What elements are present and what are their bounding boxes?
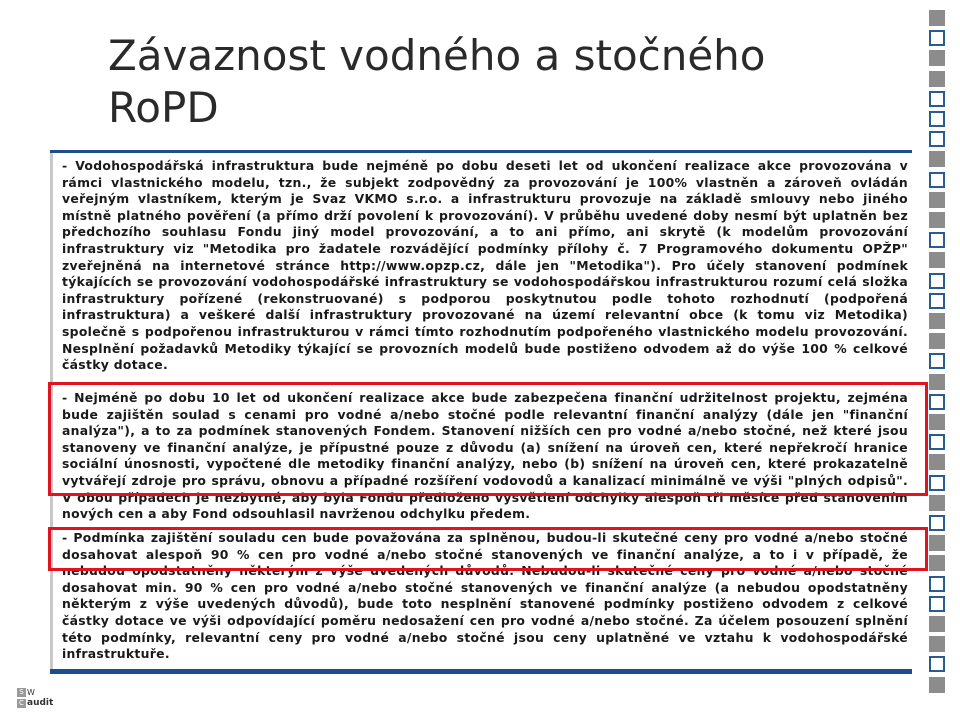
deco-square	[929, 273, 945, 289]
deco-square	[929, 50, 945, 66]
deco-square	[929, 374, 945, 390]
deco-square	[929, 91, 945, 107]
deco-square	[929, 151, 945, 167]
deco-square	[929, 576, 945, 592]
logo-word: audit	[27, 698, 54, 708]
deco-square	[929, 394, 945, 410]
deco-square	[929, 656, 945, 672]
logo-letter-c: C	[17, 699, 26, 708]
document-bottom-rule	[50, 669, 912, 674]
deco-square	[929, 434, 945, 450]
deco-square	[929, 636, 945, 652]
document-paragraph-1: - Vodohospodářská infrastruktura bude nejméně po dobu deseti let od ukončení realizace akce provozována v rámci vlastnického modelu, tzn., že subjekt zodpovědný za provozování je 100% vlastněn a zároveň ovládán veřejným vlastníkem, kterým je Svaz VKMO s.r.o. a infrastrukturu provozuje na základě smlouvy nebo jiného místně platného pověření (a přímo drží povolení k provozování). V průběhu uvedené doby nesmí být uplatněn bez předchozího souhlasu Fondu jiný model provozování, a to ani přímo, ani skrytě (k modelům provozování infrastruktury viz "Metodika pro žadatele rozvádějící podmínky přílohy č. 7 Programového dokumentu OPŽP" zveřejněná na internetové stránce http://www.opzp.cz, dále jen "Metodika"). Pro účely stanovení podmínek týkajících se provozování vodohospodářské infrastruktury se vodohospodářskou infrastrukturou rozumí celá složka infrastruktury pořízené (rekonstruované) s podporou poskytnutou podle tohoto rozhodnutí (podpořená infrastruktura) a veškeré další infrastruktury provozované na území relevantní obce (k tomu viz Metodika) společně s podpořenou infrastrukturou v rámci tímto rozhodnutím podpořeného vlastnického modelu provozování. Nesplnění požadavků Metodiky týkající se provozních modelů bude postiženo odvodem až do výše 100 % celkové částky dotace.	[62, 158, 908, 373]
deco-square	[929, 232, 945, 248]
deco-square	[929, 313, 945, 329]
deco-square	[929, 212, 945, 228]
deco-square	[929, 495, 945, 511]
deco-square	[929, 353, 945, 369]
deco-square	[929, 596, 945, 612]
deco-square	[929, 333, 945, 349]
deco-square	[929, 131, 945, 147]
deco-square	[929, 677, 945, 693]
deco-square	[929, 111, 945, 127]
deco-square	[929, 71, 945, 87]
deco-square	[929, 515, 945, 531]
deco-square	[929, 535, 945, 551]
swc-audit-logo	[15, 688, 85, 712]
deco-square	[929, 555, 945, 571]
deco-square	[929, 454, 945, 470]
deco-square	[929, 293, 945, 309]
deco-square	[929, 192, 945, 208]
deco-square	[929, 616, 945, 632]
document-paragraph-3: - Podmínka zajištění souladu cen bude považována za splněnou, budou-li skutečné ceny pro vodné a/nebo stočné dosahovat alespoň 90 % cen pro vodné a/nebo stočné stanovených ve finanční analýze, a to i v případě, že nebudou opodstatněny některým z výše uvedených důvodů. Nebudou-li skutečné ceny pro vodné a/nebo stočné dosahovat min. 90 % cen pro vodné a/nebo stočné stanovených ve finanční analýze (a nebudou opodstatněny některým z výše uvedených důvodů), bude toto nesplnění stanovené podmínky postiženo odvodem z celkové částky dotace ve výši odpovídající poměru nedosažení cen pro vodné a/nebo stočné. Za účelem posouzení splnění této podmínky, relevantní ceny pro vodné a/nebo stočné jsou ceny uplatněné ve vztahu k vodohospodářské infrastruktuře.	[62, 530, 908, 662]
deco-square	[929, 30, 945, 46]
deco-square	[929, 252, 945, 268]
document-left-edge	[50, 150, 53, 674]
logo-letter-w: W	[27, 688, 35, 697]
deco-square	[929, 172, 945, 188]
deco-square	[929, 414, 945, 430]
document-paragraph-2: - Nejméně po dobu 10 let od ukončení realizace akce bude zabezpečena finanční udržitelnost projektu, zejména bude zajištěn soulad s cenami pro vodné a/nebo stočné podle relevantní finanční analýzy (dále jen "finanční analýza"), a to za podmínek stanovených Fondem. Stanovení nižších cen pro vodné a/nebo stočné, než které jsou stanoveny ve finanční analýze, je přípustné pouze z důvodu (a) snížení na úroveň cen, které nepřekročí hranice sociální únosnosti, vypočtené dle metodiky finanční analýzy, nebo (b) snížení na úroveň cen, které prokazatelně vytvářejí zdroje pro správu, obnovu a případné rozšíření vodovodů a kanalizací minimálně ve výši "plných odpisů". V obou případech je nezbytné, aby byla Fondu předložено vysvětlení odchylky alespoň tři měsíce před stanovením nových cen a aby Fond odsouhlasil navrženou odchylku předem.	[62, 390, 908, 522]
deco-square	[929, 475, 945, 491]
logo-letter-s: S	[17, 688, 26, 697]
deco-square	[929, 10, 945, 26]
document-top-rule	[50, 150, 912, 153]
slide-title: Závaznost vodného a stočného RoPD	[108, 31, 766, 132]
